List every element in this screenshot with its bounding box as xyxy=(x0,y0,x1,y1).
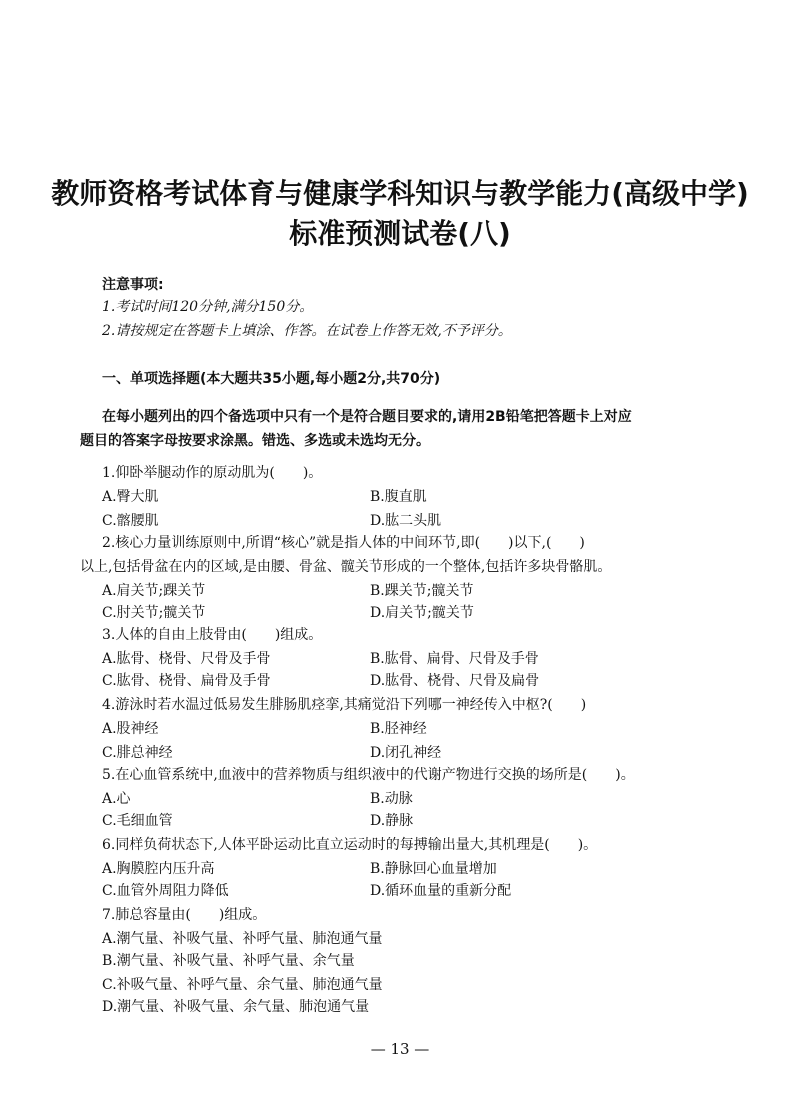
question-6-option-c: C.血管外周阻力降低 xyxy=(102,883,229,899)
exam-title-line1: 教师资格考试体育与健康学科知识与教学能力(高级中学) xyxy=(51,177,749,210)
question-5-option-c: C.毛细血管 xyxy=(102,813,173,829)
question-2-option-b: B.踝关节;髋关节 xyxy=(370,583,474,599)
question-2-stem-continued: 以上,包括骨盆在内的区域,是由腰、骨盆、髋关节形成的一个整体,包括许多块骨骼肌。 xyxy=(80,559,612,575)
question-7-option-c: C.补吸气量、补呼气量、余气量、肺泡通气量 xyxy=(102,977,383,993)
question-4-option-c: C.腓总神经 xyxy=(102,745,173,761)
section-heading: 一、单项选择题(本大题共35小题,每小题2分,共70分) xyxy=(102,371,441,387)
question-1-stem: 1.仰卧举腿动作的原动肌为( )。 xyxy=(102,465,323,481)
question-1-option-a: A.臀大肌 xyxy=(102,489,159,505)
section-instruction-line1: 在每小题列出的四个备选项中只有一个是符合题目要求的,请用2B铅笔把答题卡上对应 xyxy=(102,409,632,425)
notice-heading: 注意事项: xyxy=(102,277,164,293)
question-6-option-a: A.胸膜腔内压升高 xyxy=(102,861,215,877)
question-4-option-a: A.股神经 xyxy=(102,721,159,737)
section-instruction-line2: 题目的答案字母按要求涂黑。错选、多选或未选均无分。 xyxy=(80,433,430,449)
question-1-option-c: C.髂腰肌 xyxy=(102,513,159,529)
notice-item-1: 1.考试时间120分钟,满分150分。 xyxy=(102,299,314,315)
question-3-option-d: D.肱骨、桡骨、尺骨及扁骨 xyxy=(370,673,540,689)
exam-title-line2: 标准预测试卷(八) xyxy=(289,217,511,250)
question-5-option-a: A.心 xyxy=(102,791,131,807)
question-7-stem: 7.肺总容量由( )组成。 xyxy=(102,907,267,923)
question-3-option-a: A.肱骨、桡骨、尺骨及手骨 xyxy=(102,651,271,667)
question-2-option-a: A.肩关节;踝关节 xyxy=(102,583,206,599)
question-5-stem: 5.在心血管系统中,血液中的营养物质与组织液中的代谢产物进行交换的场所是( )。 xyxy=(102,767,635,783)
question-6-option-d: D.循环血量的重新分配 xyxy=(370,883,512,899)
question-6-option-b: B.静脉回心血量增加 xyxy=(370,861,497,877)
question-2-option-c: C.肘关节;髋关节 xyxy=(102,605,206,621)
page-number: — 13 — xyxy=(370,1040,430,1058)
question-4-option-b: B.胫神经 xyxy=(370,721,427,737)
notice-item-2: 2.请按规定在答题卡上填涂、作答。在试卷上作答无效,不予评分。 xyxy=(102,323,512,339)
question-7-option-b: B.潮气量、补吸气量、补呼气量、余气量 xyxy=(102,953,355,969)
question-5-option-d: D.静脉 xyxy=(370,813,414,829)
question-4-option-d: D.闭孔神经 xyxy=(370,745,442,761)
question-7-option-d: D.潮气量、补吸气量、余气量、肺泡通气量 xyxy=(102,999,370,1015)
question-1-option-b: B.腹直肌 xyxy=(370,489,427,505)
question-3-option-c: C.肱骨、桡骨、扁骨及手骨 xyxy=(102,673,271,689)
question-3-stem: 3.人体的自由上肢骨由( )组成。 xyxy=(102,627,323,643)
question-2-stem: 2.核心力量训练原则中,所谓“核心”就是指人体的中间环节,即( )以下,( ) xyxy=(102,535,585,551)
question-7-option-a: A.潮气量、补吸气量、补呼气量、肺泡通气量 xyxy=(102,931,383,947)
question-1-option-d: D.肱二头肌 xyxy=(370,513,442,529)
question-3-option-b: B.肱骨、扁骨、尺骨及手骨 xyxy=(370,651,539,667)
question-4-stem: 4.游泳时若水温过低易发生腓肠肌痉挛,其痛觉沿下列哪一神经传入中枢?( ) xyxy=(102,697,587,713)
question-2-option-d: D.肩关节;髋关节 xyxy=(370,605,474,621)
question-6-stem: 6.同样负荷状态下,人体平卧运动比直立运动时的每搏输出量大,其机理是( )。 xyxy=(102,837,598,853)
question-5-option-b: B.动脉 xyxy=(370,791,413,807)
